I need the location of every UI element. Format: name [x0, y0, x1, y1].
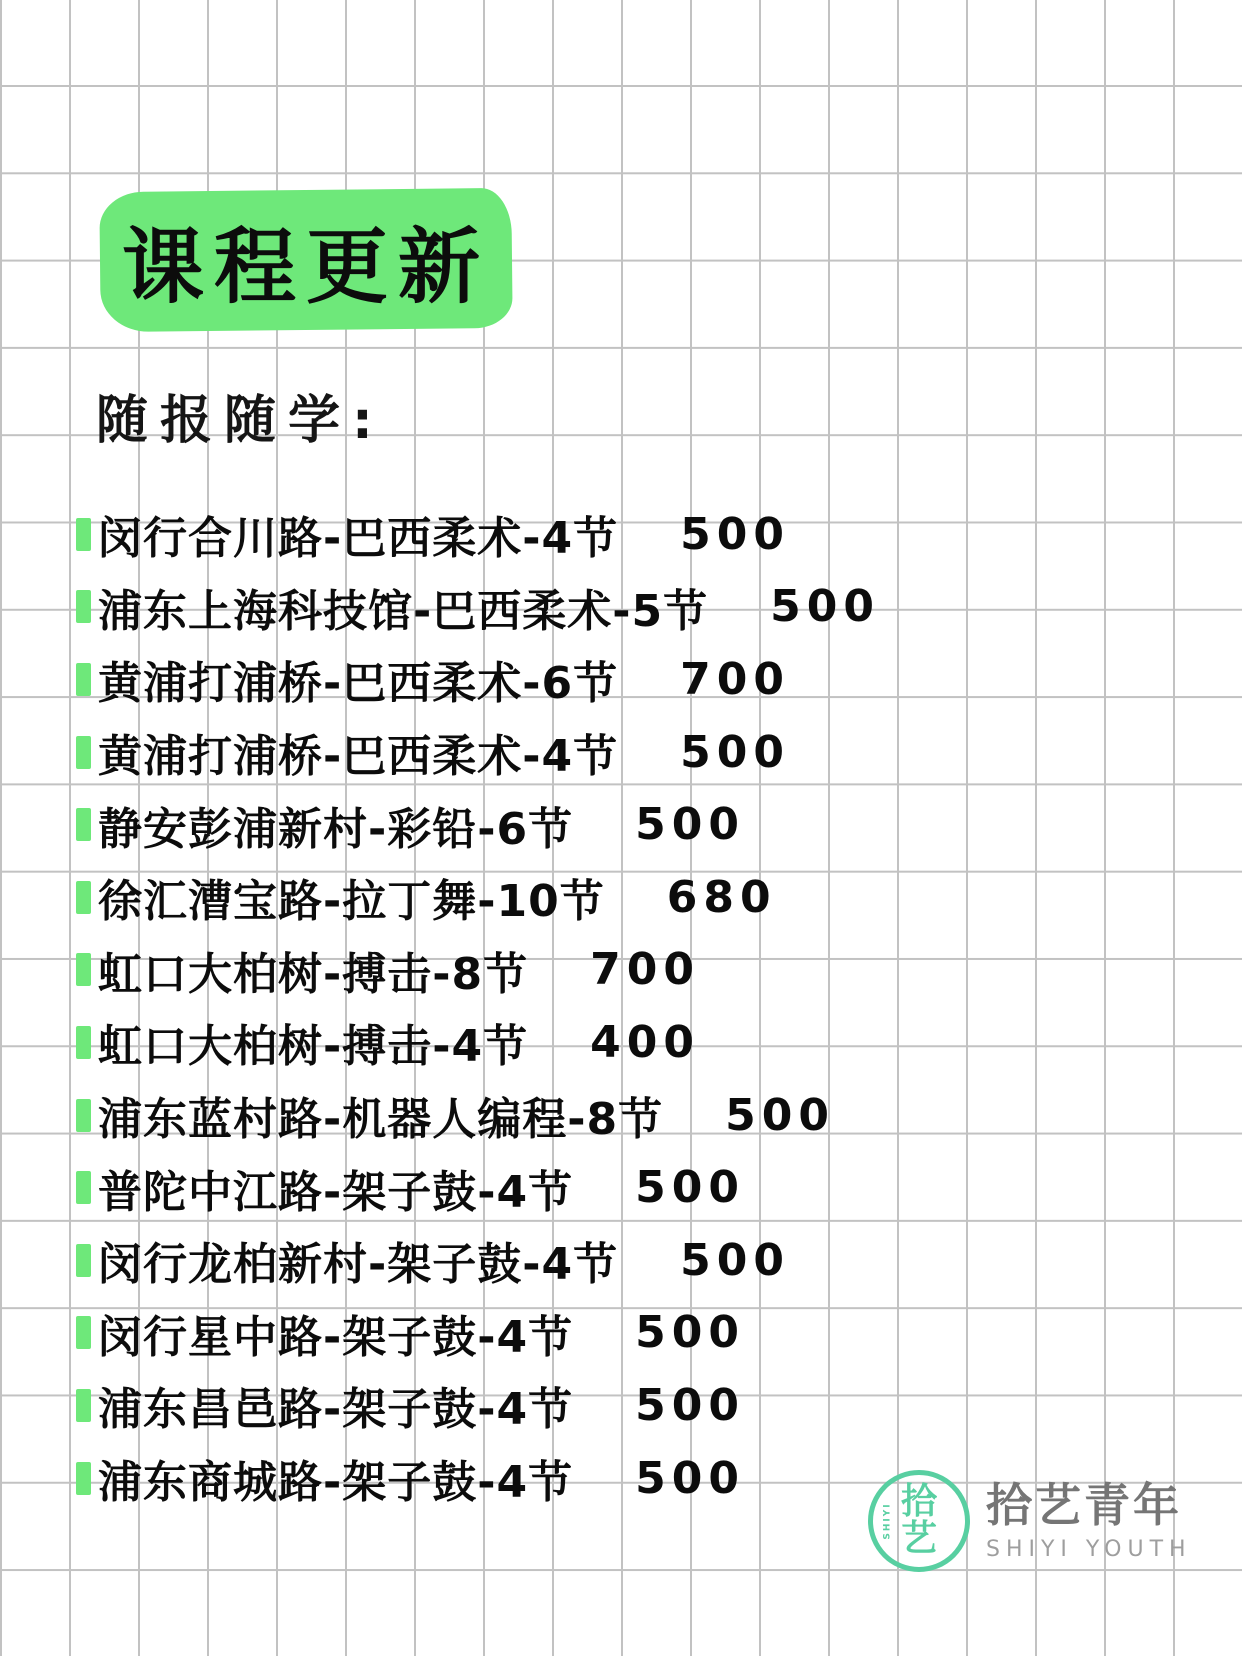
course-price: 500	[635, 1307, 745, 1359]
bullet-icon	[76, 1389, 91, 1422]
course-row	[76, 716, 1212, 789]
course-price: 680	[666, 871, 777, 923]
bullet-icon	[76, 1244, 91, 1277]
course-row	[76, 1006, 1212, 1079]
bullet-icon	[76, 1171, 91, 1204]
course-row	[76, 1079, 1212, 1152]
bullet-icon	[76, 518, 91, 551]
course-price: 500	[770, 581, 880, 633]
bullet-icon	[76, 953, 91, 986]
course-label: 黄浦打浦桥-巴西柔术-6节	[98, 658, 619, 710]
course-row	[76, 788, 1212, 861]
course-price: 700	[680, 653, 790, 705]
course-row	[76, 934, 1212, 1007]
course-label: 浦东蓝村路-机器人编程-8节	[98, 1094, 664, 1146]
course-label: 普陀中江路-架子鼓-4节	[98, 1166, 574, 1218]
bullet-icon	[76, 736, 91, 769]
course-price: 500	[635, 799, 745, 851]
course-label: 黄浦打浦桥-巴西柔术-4节	[98, 731, 619, 783]
brand-logo-text	[986, 1480, 1192, 1562]
course-row	[76, 1151, 1212, 1224]
course-label: 闵行合川路-巴西柔术-4节	[98, 513, 619, 565]
course-row	[76, 1297, 1212, 1370]
course-price: 500	[680, 726, 790, 778]
course-row	[76, 1224, 1212, 1297]
course-row	[76, 643, 1212, 716]
bullet-icon	[76, 808, 91, 841]
course-label: 浦东昌邑路-架子鼓-4节	[98, 1384, 574, 1436]
bullet-icon	[76, 881, 91, 914]
logo-badge-char-top: 拾	[900, 1481, 937, 1523]
course-price: 500	[635, 1452, 745, 1504]
logo-badge-side-text: SHIYI	[882, 1502, 893, 1540]
page-title: 课程更新	[121, 219, 490, 315]
course-price: 500	[680, 508, 790, 560]
course-label: 虹口大柏树-搏击-4节	[98, 1021, 529, 1073]
course-label: 闵行龙柏新村-架子鼓-4节	[98, 1239, 619, 1291]
bullet-icon	[76, 1026, 91, 1059]
brand-name-cn: 拾艺青年	[986, 1478, 1182, 1533]
bullet-icon	[76, 1462, 91, 1495]
course-price: 500	[680, 1234, 790, 1286]
course-price: 700	[590, 944, 700, 996]
course-price: 500	[635, 1379, 745, 1431]
subtitle: 随报随学:	[96, 391, 385, 451]
bullet-icon	[76, 590, 91, 623]
course-label: 静安彭浦新村-彩铅-6节	[98, 803, 574, 855]
course-list	[76, 498, 1212, 1514]
course-price: 400	[590, 1016, 700, 1068]
brand-logo-badge-icon	[868, 1470, 970, 1572]
logo-badge-char-bottom: 艺	[900, 1518, 937, 1559]
bullet-icon	[76, 663, 91, 696]
course-label: 浦东上海科技馆-巴西柔术-5节	[98, 585, 709, 637]
bullet-icon	[76, 1099, 91, 1132]
course-row	[76, 861, 1212, 934]
course-price: 500	[635, 1162, 745, 1214]
course-row	[76, 1369, 1212, 1442]
brand-name-en: SHIYI YOUTH	[986, 1536, 1192, 1562]
title-highlight-badge	[99, 188, 512, 332]
course-row	[76, 571, 1212, 644]
course-label: 闵行星中路-架子鼓-4节	[98, 1311, 574, 1363]
course-row	[76, 498, 1212, 571]
brand-logo	[868, 1470, 1192, 1572]
course-label: 浦东商城路-架子鼓-4节	[98, 1457, 574, 1509]
course-price: 500	[725, 1089, 835, 1141]
course-label: 徐汇漕宝路-拉丁舞-10节	[98, 876, 605, 928]
bullet-icon	[76, 1316, 91, 1349]
course-label: 虹口大柏树-搏击-8节	[98, 948, 529, 1000]
